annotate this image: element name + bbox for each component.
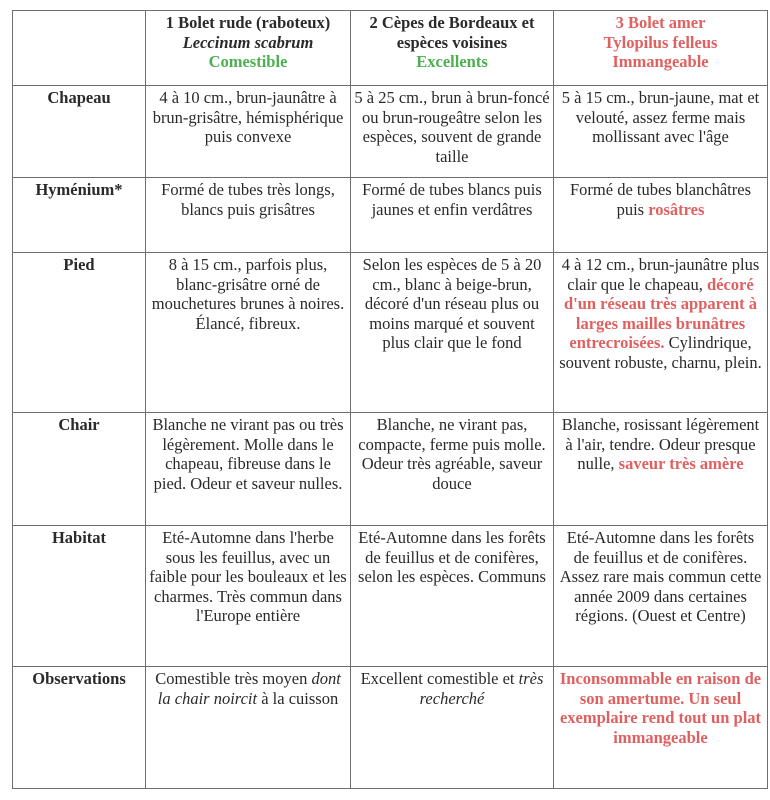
mushroom-comparison-table: [12, 10, 768, 789]
cell-chair-2: Blanche, ne virant pas, compacte, ferme puis molle. Odeur très agréable, saveur douce: [351, 413, 554, 526]
species-1-status: Comestible: [208, 52, 288, 71]
species-2-title: 2 Cèpes de Bordeaux et espèces voisines: [369, 13, 535, 52]
header-row: [13, 11, 768, 86]
cell-text: Blanche, rosissant légèrement à l'air, tendre. Odeur presque nulle,: [561, 415, 760, 473]
table-row-observations: [13, 667, 768, 789]
table-row-chair: [13, 413, 768, 526]
corner-cell: [13, 11, 146, 86]
italic-text: très recherché: [419, 669, 544, 708]
cell-chapeau-2: 5 à 25 cm., brun à brun-foncé ou brun-rougeâtre selon les espèces, souvent de grande taille: [351, 86, 554, 178]
cell-pied-1: 8 à 15 cm., parfois plus, blanc-grisâtre orné de mouchetures brunes à noires. Élancé, fibreux.: [146, 253, 351, 413]
cell-pied-3: [554, 253, 768, 413]
cell-text: Comestible très moyen: [155, 669, 308, 688]
highlight-text: rosâtres: [648, 199, 705, 219]
highlight-text: saveur très amère: [618, 454, 744, 473]
species-1-title: 1 Bolet rude (raboteux): [165, 13, 331, 32]
cell-chapeau-1: 4 à 10 cm., brun-jaunâtre à brun-grisâtre, hémisphérique puis convexe: [146, 86, 351, 178]
highlight-text: Inconsommable en raison de son amertume. Un seul exemplaire rend tout un plat immangeable: [559, 669, 762, 747]
cell-pied-2: Selon les espèces de 5 à 20 cm., blanc à beige-brun, décoré d'un réseau plus ou moins marqué et souvent plus clair que le fond: [351, 253, 554, 413]
row-label: Observations: [13, 667, 146, 789]
row-label: Habitat: [13, 526, 146, 667]
header-species-2: [351, 11, 554, 86]
italic-text: dont la chair noircit: [157, 669, 341, 708]
table-row-pied: [13, 253, 768, 413]
cell-text: Formé de tubes blanchâtres puis: [570, 180, 751, 219]
cell-chair-1: Blanche ne virant pas ou très légèrement. Molle dans le chapeau, fibreuse dans le pied. Odeur et saveur nulles.: [146, 413, 351, 526]
row-label: Chapeau: [13, 86, 146, 178]
cell-hymenium-1: Formé de tubes très longs, blancs puis grisâtres: [146, 178, 351, 253]
cell-hymenium-3: [554, 178, 768, 253]
cell-habitat-3: Eté-Automne dans les forêts de feuillus et de conifères. Assez rare mais commun cette année 2009 dans certaines régions. (Ouest et Centre): [554, 526, 768, 667]
cell-text: 4 à 12 cm., brun-jaunâtre plus clair que le chapeau,: [561, 255, 760, 294]
species-1-latin: Leccinum scabrum: [182, 32, 314, 52]
cell-habitat-1: Eté-Automne dans l'herbe sous les feuillus, avec un faible pour les bouleaux et les charmes. Très commun dans l'Europe entière: [146, 526, 351, 667]
cell-observations-1: [146, 667, 351, 789]
table-row-habitat: [13, 526, 768, 667]
table-row-hymenium: [13, 178, 768, 253]
species-3-status: Immangeable: [612, 52, 709, 71]
cell-chapeau-3: 5 à 15 cm., brun-jaune, mat et velouté, assez ferme mais mollissant avec l'âge: [554, 86, 768, 178]
row-label: Pied: [13, 253, 146, 413]
cell-text: Excellent comestible et: [360, 669, 515, 688]
species-3-latin: Tylopilus felleus: [603, 32, 718, 52]
cell-text-after: Cylindrique, souvent robuste, charnu, plein.: [559, 333, 762, 372]
cell-text-after: à la cuisson: [261, 688, 339, 708]
cell-observations-3: [554, 667, 768, 789]
cell-habitat-2: Eté-Automne dans les forêts de feuillus et de conifères, selon les espèces. Communs: [351, 526, 554, 667]
species-2-status: Excellents: [416, 52, 488, 71]
species-3-title: 3 Bolet amer: [615, 13, 706, 32]
cell-chair-3: [554, 413, 768, 526]
header-species-3: [554, 11, 768, 86]
highlight-text: décoré d'un réseau très apparent à larges mailles brunâtres entrecroisées.: [563, 274, 758, 352]
row-label: Chair: [13, 413, 146, 526]
cell-observations-2: [351, 667, 554, 789]
row-label: Hyménium*: [13, 178, 146, 253]
header-species-1: [146, 11, 351, 86]
table-row-chapeau: [13, 86, 768, 178]
cell-hymenium-2: Formé de tubes blancs puis jaunes et enfin verdâtres: [351, 178, 554, 253]
